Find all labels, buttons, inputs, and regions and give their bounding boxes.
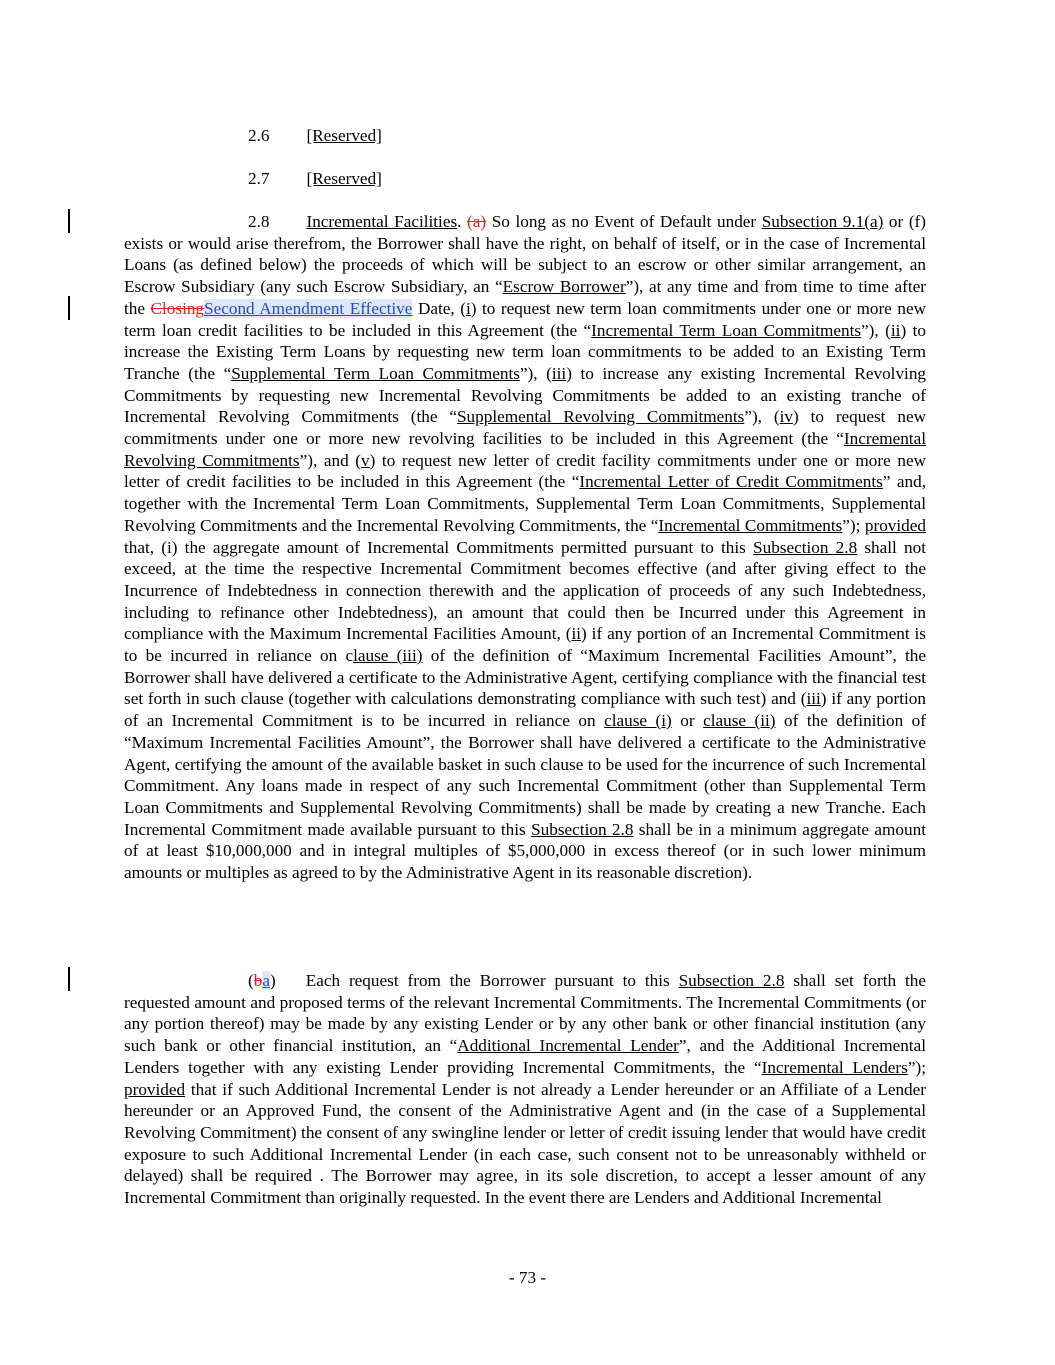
inserted-text: a xyxy=(262,971,270,990)
section-title: [Reserved] xyxy=(306,169,382,188)
section-title: Incremental Facilities xyxy=(306,212,458,231)
change-bar xyxy=(68,209,70,233)
section-number: 2.6 xyxy=(248,126,270,145)
section-number: 2.8 xyxy=(248,212,270,231)
deleted-text: Closing xyxy=(150,298,205,318)
section-2-7-heading xyxy=(248,168,382,190)
section-2-8-paragraph: 2.8 Incremental Facilities. (a) So long as no Event of Default under Subsection 9.1(a) or (f) exists or would arise therefrom, the Borrower shall have the right, on behalf of itself, or in the case of Incremental Loans (as defined below) the proceeds of which will be subject to an escrow or other similar arrangement, an Escrow Subsidiary (any such Escrow Subsidiary, an “Escrow Borrower”), at any time and from time to time after the ClosingSecond Amendment Effective Date, (i) to request new term loan commitments under one or more new term loan credit facilities to be included in this Agreement (the “Incremental Term Loan Commitments”), (ii) to increase the Existing Term Loans by requesting new term loan commitments to be added to an Existing Term Tranche (the “Supplemental Term Loan Commitments”), (iii) to increase any existing Incremental Revolving Commitments by requesting new Incremental Revolving Commitments be added to an existing tranche of Incremental Revolving Commitments (the “Supplemental Revolving Commitments”), (iv) to request new commitments under one or more new revolving facilities to be included in this Agreement (the “Incremental Revolving Commitments”), and (v) to request new letter of credit facility commitments under one or more new letter of credit facilities to be included in this Agreement (the “Incremental Letter of Credit Commitments” and, together with the Incremental Term Loan Commitments, Supplemental Term Loan Commitments, Supplemental Revolving Commitments and the Incremental Revolving Commitments, the “Incremental Commitments”); provided that, (i) the aggregate amount of Incremental Commitments permitted pursuant to this Subsection 2.8 shall not exceed, at the time the respective Incremental Commitment becomes effective (and after giving effect to the Incurrence of Indebtedness in connection therewith and the application of proceeds of any such Indebtedness, including to refinance other Indebtedness), an amount that could then be Incurred under this Agreement in compliance with the Maximum Incremental Facilities Amount, (ii) if any portion of an Incremental Commitment is to be incurred in reliance on clause (iii) of the definition of “Maximum Incremental Facilities Amount”, the Borrower shall have delivered a certificate to the Administrative Agent, certifying compliance with the financial test set forth in such clause (together with calculations demonstrating compliance with such test) and (iii) if any portion of an Incremental Commitment is to be incurred in reliance on clause (i) or clause (ii) of the definition of “Maximum Incremental Facilities Amount”, the Borrower shall have delivered a certificate to the Administrative Agent, certifying the amount of the available basket in such clause to be used for the incurrence of such Incremental Commitment. Any loans made in respect of any such Incremental Commitment (other than Supplemental Term Loan Commitments and Supplemental Revolving Commitments) shall be made by creating a new Tranche. Each Incremental Commitment made available pursuant to this Subsection 2.8 shall be in a minimum aggregate amount of at least $10,000,000 and in integral multiples of $5,000,000 in excess thereof (or in such lower minimum amounts or multiples as agreed to by the Administrative Agent in its reasonable discretion). xyxy=(124,212,927,883)
section-number: 2.7 xyxy=(248,169,270,188)
subsection-a-paragraph: (ba) Each request from the Borrower pursuant to this Subsection 2.8 shall set forth the requested amount and proposed terms of the relevant Incremental Commitments. The Incremental Commitments (or any portion thereof) may be made by any existing Lender or by any other bank or other financial institution (any such bank or other financial institution, an “Additional Incremental Lender”, and the Additional Incremental Lenders together with any existing Lender providing Incremental Commitments, the “Incremental Lenders”); provided that if such Additional Incremental Lender is not already a Lender hereunder or an Affiliate of a Lender hereunder or an Approved Fund, the consent of the Administrative Agent and (in the case of a Supplemental Revolving Commitment) the consent of any swingline lender or letter of credit issuing lender that would have credit exposure to such Additional Incremental Lender (in each case, such consent not to be unreasonably withheld or delayed) shall be required . The Borrower may agree, in its sole discretion, to accept a lesser amount of any Incremental Commitment than originally requested. In the event there are Lenders and Additional Incremental xyxy=(124,971,926,1208)
change-bar xyxy=(68,967,70,991)
deleted-text: (a) xyxy=(467,212,487,231)
inserted-text: Second Amendment Effective xyxy=(204,298,413,318)
deleted-text: b xyxy=(253,971,263,990)
change-bar xyxy=(68,296,70,320)
page-number: - 73 - xyxy=(508,1268,547,1287)
section-title: [Reserved] xyxy=(306,126,382,145)
section-2-6-heading xyxy=(248,125,382,147)
